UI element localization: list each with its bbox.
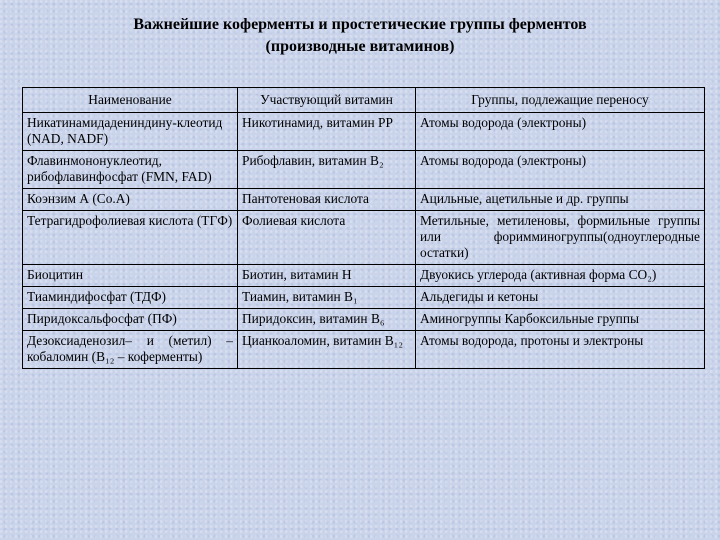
table-row (23, 113, 705, 151)
table-header-row (23, 88, 705, 113)
header-groups: Группы, подлежащие переносу (416, 88, 705, 113)
cell-name: Пиридоксальфосфат (ПФ) (23, 309, 238, 331)
title-line-1: Важнейшие коферменты и простетические группы ферментов (133, 16, 587, 33)
cell-groups: Ацильные, ацетильные и др. группы (416, 189, 705, 211)
cell-name: Тетрагидрофолиевая кислота (ТГФ) (23, 211, 238, 265)
table-row (23, 331, 705, 369)
table-row (23, 189, 705, 211)
cell-name: Дезоксиаденозил– и (метил) –кобаломин (B₁₂ – коферменты) (23, 331, 238, 369)
title-line-2: (производные витаминов) (265, 38, 455, 55)
cell-name: Флавинмононуклеотид, рибофлавинфосфат (FMN, FAD) (23, 151, 238, 189)
cell-name: Коэнзим А (Со.А) (23, 189, 238, 211)
cell-groups: Атомы водорода (электроны) (416, 151, 705, 189)
header-vitamin: Участвующий витамин (238, 88, 416, 113)
table-row (23, 151, 705, 189)
cell-groups: Аминогруппы Карбоксильные группы (416, 309, 705, 331)
cell-vitamin: Пиридоксин, витамин B₆ (238, 309, 416, 331)
cell-vitamin: Рибофлавин, витамин B₂ (238, 151, 416, 189)
header-name: Наименование (23, 88, 238, 113)
cell-vitamin: Никотинамид, витамин PP (238, 113, 416, 151)
table-row (23, 265, 705, 287)
coenzymes-table (22, 87, 705, 369)
page-title (0, 14, 720, 58)
cell-name: Никатинамидадениндину-клеотид (NAD, NADF) (23, 113, 238, 151)
cell-groups: Атомы водорода, протоны и электроны (416, 331, 705, 369)
cell-groups: Атомы водорода (электроны) (416, 113, 705, 151)
cell-name: Тиаминдифосфат (ТДФ) (23, 287, 238, 309)
table-row (23, 211, 705, 265)
table-row (23, 287, 705, 309)
cell-groups: Метильные, метиленовы, формильные группы или форимминогруппы(одноуглеродные остатки) (416, 211, 705, 265)
cell-groups: Двуокись углерода (активная форма СО₂) (416, 265, 705, 287)
cell-groups: Альдегиды и кетоны (416, 287, 705, 309)
cell-vitamin: Тиамин, витамин B₁ (238, 287, 416, 309)
cell-vitamin: Биотин, витамин Н (238, 265, 416, 287)
cell-vitamin: Цианкоаломин, витамин B₁₂ (238, 331, 416, 369)
cell-vitamin: Фолиевая кислота (238, 211, 416, 265)
cell-name: Биоцитин (23, 265, 238, 287)
table-row (23, 309, 705, 331)
cell-vitamin: Пантотеновая кислота (238, 189, 416, 211)
